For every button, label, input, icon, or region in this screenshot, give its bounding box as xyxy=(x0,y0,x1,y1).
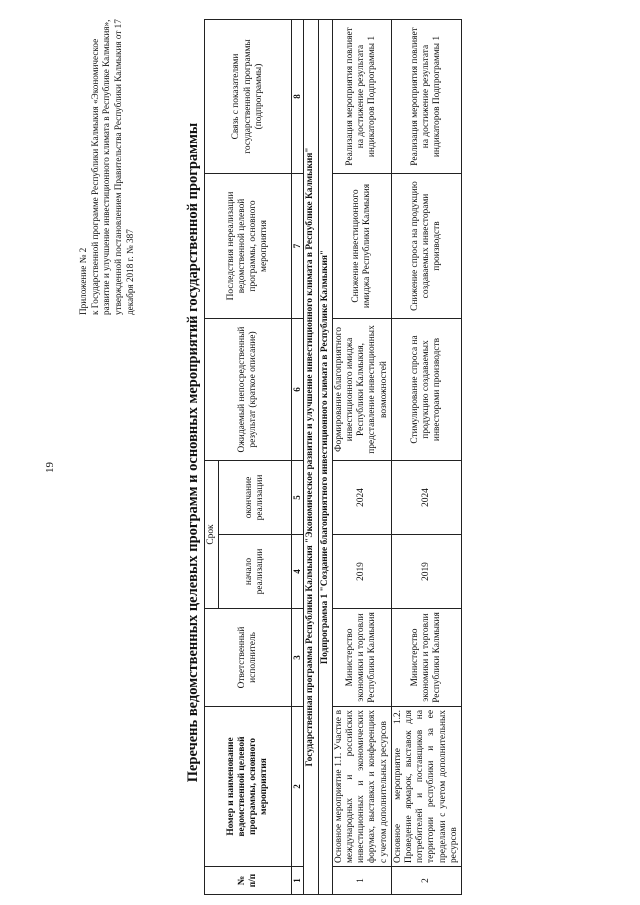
row-end: 2024 xyxy=(332,461,391,535)
row-link: Реализация мероприятия повлияет на достижение результата индикаторов Подпрограммы 1 xyxy=(391,20,461,174)
header-start: начало реализации xyxy=(219,535,292,609)
table-row xyxy=(332,20,391,895)
row-start: 2019 xyxy=(391,535,461,609)
programs-table xyxy=(204,19,462,895)
row-executor: Министерство экономики и торговли Республики Калмыкия xyxy=(332,609,391,707)
row-consequences: Снижение инвестиционного имиджа Республики Калмыкия xyxy=(332,174,391,319)
col-number: 4 xyxy=(292,535,304,609)
col-number: 7 xyxy=(292,174,304,319)
row-executor: Министерство экономики и торговли Республики Калмыкия xyxy=(391,609,461,707)
header-term: Срок xyxy=(205,461,219,609)
col-number: 6 xyxy=(292,319,304,461)
page-title: Перечень ведомственных целевых программ и основных мероприятий государственной программы xyxy=(185,122,201,783)
header-consequences: Последствия нереализации ведомственной целевой программы, основного мероприятия xyxy=(205,174,292,319)
subprogram-title: Подпрограмма 1 "Создание благоприятного инвестиционного климата в Республике Калмыкия" xyxy=(318,20,332,895)
page-number: 19 xyxy=(44,462,56,473)
col-number: 2 xyxy=(292,707,304,867)
row-num: 2 xyxy=(391,867,461,895)
header-name: Номер и наименование ведомственной целевой программы, основного мероприятия xyxy=(205,707,292,867)
row-name: Основное мероприятие 1.1. Участие в международных и российских инвестиционных и экономических форумах, выставках и конференциях с учетом дополнительных ресурсов xyxy=(332,707,391,867)
row-start: 2019 xyxy=(332,535,391,609)
col-number: 3 xyxy=(292,609,304,707)
column-number-row xyxy=(292,20,304,895)
header-end: окончание реализации xyxy=(219,461,292,535)
col-number: 5 xyxy=(292,461,304,535)
header-num: № п/п xyxy=(205,867,292,895)
row-result: Формирование благоприятного инвестиционного имиджа Республики Калмыкия, представление инвестиционных возможностей xyxy=(332,319,391,461)
row-num: 1 xyxy=(332,867,391,895)
row-end: 2024 xyxy=(391,461,461,535)
row-name: Основное мероприятие 1.2. Проведение ярмарок, выставок для потребителей и поставщиков на территории республики и за ее пределами с учетом дополнительных ресурсов xyxy=(391,707,461,867)
row-link: Реализация мероприятия повлияет на достижение результата индикаторов Подпрограммы 1 xyxy=(332,20,391,174)
col-number: 8 xyxy=(292,20,304,174)
header-link: Связь с показателями государственной программы (подпрограммы) xyxy=(205,20,292,174)
row-result: Стимулирование спроса на продукцию создаваемых инвесторами производств xyxy=(391,319,461,461)
table-row xyxy=(391,20,461,895)
row-consequences: Снижение спроса на продукцию создаваемых инвесторами производств xyxy=(391,174,461,319)
header-result: Ожидаемый непосредственный результат (краткое описание) xyxy=(205,319,292,461)
appendix-note: Приложение № 2 к Государственной программе Республики Калмыкия «Экономическое развитие и улучшение инвестиционного климата в Республике Калмыкия», утвержденной постановлением Правительства Республики Калмыкия от 17 декабря 2018 г. № 387 xyxy=(78,19,135,315)
col-number: 1 xyxy=(292,867,304,895)
header-executor: Ответственный исполнитель xyxy=(205,609,292,707)
program-title: Государственная программа Республики Калмыкия "Экономическое развитие и улучшение инвестиционного климата в Республике Калмыкия" xyxy=(304,20,318,895)
